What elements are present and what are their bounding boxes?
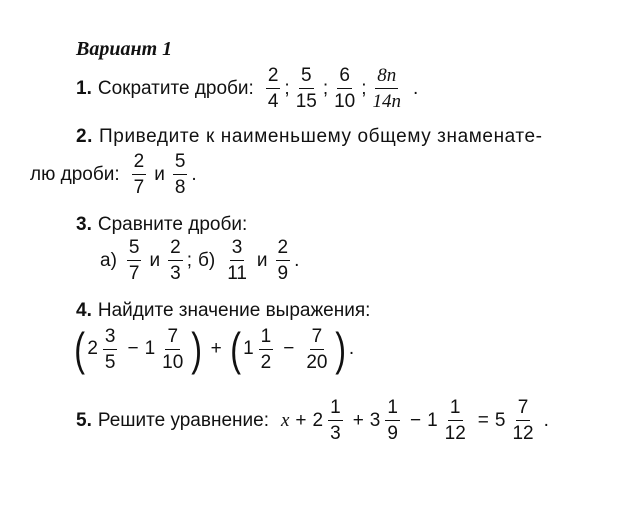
minus-sign: − — [409, 409, 422, 431]
task-text: лю дроби: — [30, 163, 120, 185]
fraction: $\frac{2}{4}$ — [267, 65, 279, 112]
task-text: Сократите дроби: — [97, 77, 254, 99]
task-number: 3. — [76, 214, 92, 235]
task-text: Приведите к наименьшему общему знаменате- — [99, 126, 543, 147]
left-paren: ( — [230, 323, 241, 375]
equals-sign: = — [477, 409, 489, 431]
item-label-a: а) — [100, 249, 117, 271]
conjunction: и — [256, 249, 268, 271]
mixed-number: 1 $\frac{1}{2}$ — [243, 325, 272, 373]
task-5 — [76, 398, 549, 443]
fraction: $\frac{5}{8}$ — [174, 151, 186, 198]
task-1 — [76, 66, 418, 111]
mixed-number: 1 $\frac{1}{12}$ — [427, 397, 466, 444]
mixed-number: 2 $\frac{3}{5}$ — [87, 325, 116, 373]
mixed-number: 1 $\frac{7}{10}$ — [144, 325, 184, 373]
task-number: 2. — [76, 126, 94, 147]
period: . — [543, 409, 549, 431]
task-number: 4. — [76, 300, 92, 321]
plus-sign: + — [210, 338, 222, 359]
minus-sign: − — [283, 338, 295, 359]
plus-sign: + — [295, 409, 307, 431]
fraction: $\frac{2}{7}$ — [133, 151, 145, 198]
separator: ; — [322, 77, 329, 99]
task-3-line-1 — [76, 214, 247, 236]
plus-sign: + — [352, 409, 364, 431]
period: . — [294, 249, 300, 271]
fraction: $\frac{6}{10}$ — [334, 65, 356, 112]
task-text: Решите уравнение: — [97, 409, 269, 431]
right-paren: ) — [191, 323, 203, 375]
minus-sign: − — [127, 338, 139, 359]
task-3-line-2 — [100, 238, 299, 283]
fraction: $\frac{5}{7}$ — [128, 237, 140, 284]
separator: ; — [284, 77, 290, 99]
task-number: 1. — [76, 77, 92, 99]
task-text: Сравните дроби: — [97, 214, 248, 235]
period: . — [191, 163, 197, 185]
fraction: $\frac{3}{11}$ — [227, 237, 247, 284]
fraction: $\frac{5}{15}$ — [295, 65, 317, 112]
left-paren: ( — [74, 323, 86, 375]
fraction: $\frac{7}{20}$ — [306, 325, 328, 373]
fraction: $\frac{2}{3}$ — [170, 237, 181, 284]
separator: ; — [361, 77, 367, 99]
mixed-number: 2 $\frac{1}{3}$ — [312, 397, 341, 444]
task-2-line-1 — [76, 126, 543, 148]
variable-x: x — [280, 409, 290, 431]
right-paren: ) — [335, 323, 347, 375]
conjunction: и — [154, 163, 165, 185]
fraction: $\frac{2}{9}$ — [277, 237, 289, 284]
item-label-b: б) — [197, 249, 216, 271]
variant-title: Вариант 1 — [76, 38, 173, 60]
mixed-number: 5 $\frac{7}{12}$ — [494, 397, 534, 444]
fraction: $\frac{8n}{14n}$ — [372, 65, 402, 112]
task-2-line-2 — [30, 152, 197, 197]
conjunction: и — [149, 249, 161, 271]
task-text: Найдите значение выражения: — [97, 300, 371, 321]
period: . — [348, 338, 355, 359]
separator: ; — [186, 249, 192, 271]
period: . — [413, 77, 419, 99]
task-4-line-1 — [76, 300, 370, 322]
task-4-expression — [72, 323, 355, 375]
task-number: 5. — [76, 409, 92, 431]
mixed-number: 3 $\frac{1}{9}$ — [369, 397, 398, 444]
